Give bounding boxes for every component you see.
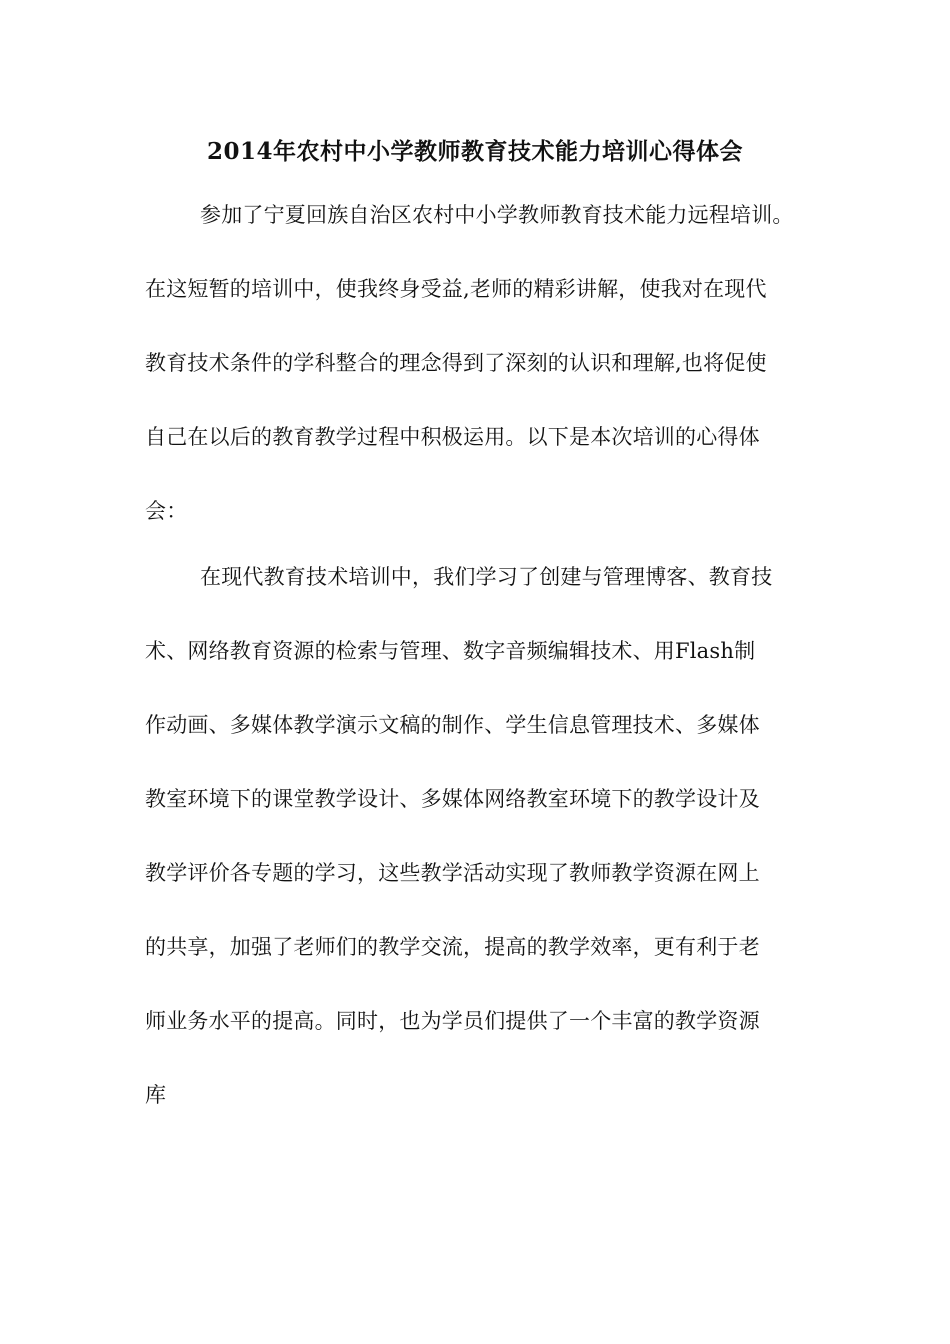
paragraph-line: 术、网络教育资源的检索与管理、数字音频编辑技术、用Flash制: [145, 639, 756, 663]
paragraph-line: 作动画、多媒体教学演示文稿的制作、学生信息管理技术、多媒体: [145, 713, 760, 737]
paragraph-line: 教学评价各专题的学习，这些教学活动实现了教师教学资源在网上: [145, 861, 760, 885]
paragraph-line: 库: [145, 1083, 167, 1107]
paragraph-line: 参加了宁夏回族自治区农村中小学教师教育技术能力远程培训。: [200, 203, 794, 227]
paragraph-line: 的共享，加强了老师们的教学交流，提高的教学效率，更有利于老: [145, 935, 760, 959]
paragraph-line: 在这短暂的培训中，使我终身受益,老师的精彩讲解，使我对在现代: [145, 277, 767, 301]
paragraph-line: 会：: [145, 499, 188, 523]
paragraph-line: 自己在以后的教育教学过程中积极运用。以下是本次培训的心得体: [145, 425, 760, 449]
paragraph-line: 师业务水平的提高。同时，也为学员们提供了一个丰富的教学资源: [145, 1009, 760, 1033]
paragraph-line: 教室环境下的课堂教学设计、多媒体网络教室环境下的教学设计及: [145, 787, 760, 811]
document-title: 2014年农村中小学教师教育技术能力培训心得体会: [206, 138, 743, 165]
paragraph-line: 在现代教育技术培训中，我们学习了创建与管理博客、教育技: [200, 565, 773, 589]
paragraph-line: 教育技术条件的学科整合的理念得到了深刻的认识和理解,也将促使: [145, 351, 767, 375]
